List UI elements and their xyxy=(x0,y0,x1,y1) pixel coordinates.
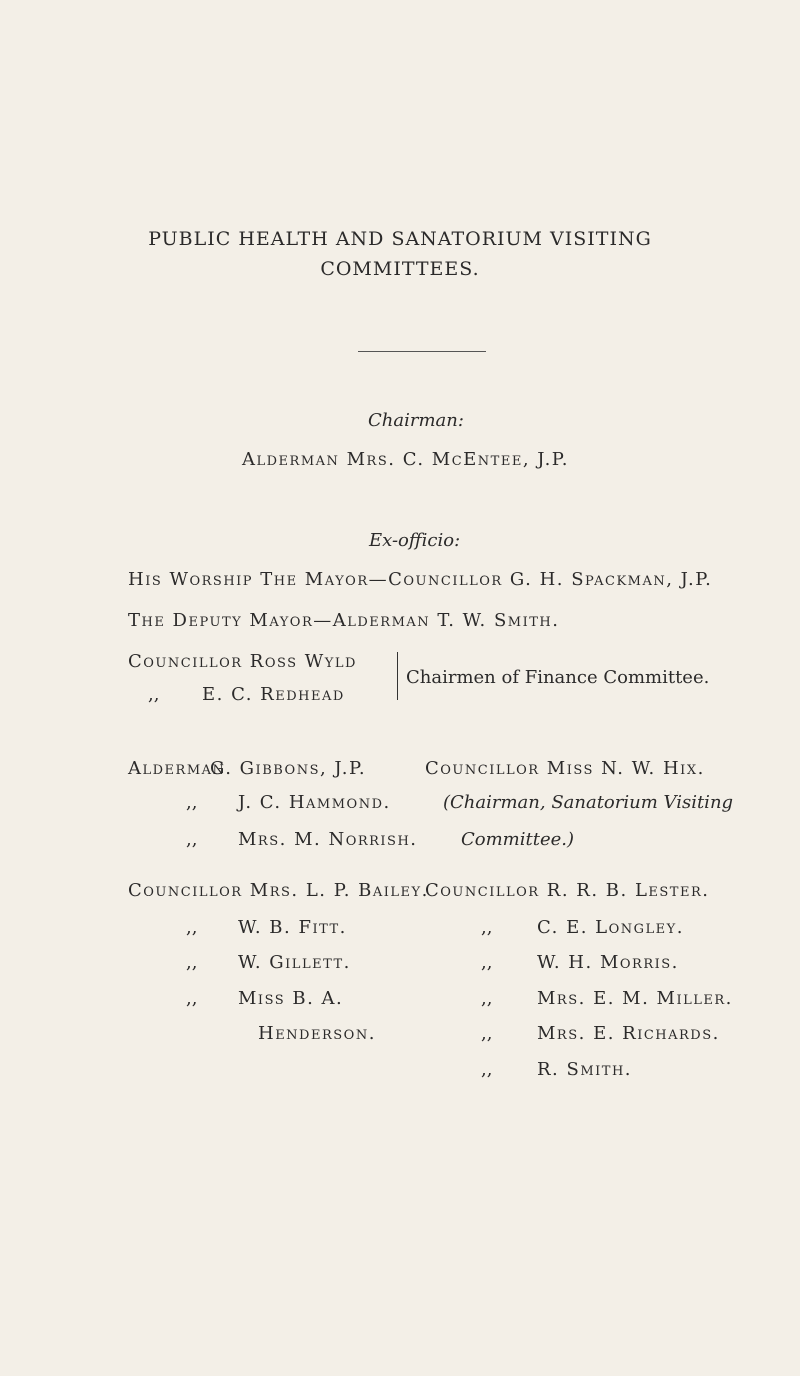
alderman-title: Alderman xyxy=(128,758,226,779)
finance-chair-1: Councillor Ross Wyld xyxy=(128,651,357,672)
councillor-richards: Mrs. E. Richards. xyxy=(537,1023,720,1044)
ditto-mark: ,, xyxy=(186,917,198,938)
ditto-mark: ,, xyxy=(481,1059,493,1080)
alderman-norrish: Mrs. M. Norrish. xyxy=(238,829,418,850)
councillor-bailey: Councillor Mrs. L. P. Bailey. xyxy=(128,880,429,901)
chairman-name: Alderman Mrs. C. McEntee, J.P. xyxy=(242,449,569,470)
hix-note-line-1: (Chairman, Sanatorium Visiting xyxy=(443,792,734,813)
ditto-mark: ,, xyxy=(481,917,493,938)
ditto-mark: ,, xyxy=(481,988,493,1009)
ditto-mark: ,, xyxy=(186,952,198,973)
councillor-morris: W. H. Morris. xyxy=(537,952,679,973)
councillor-henderson-cont: Henderson. xyxy=(258,1023,376,1044)
heading-line-2: COMMITTEES. xyxy=(320,258,480,280)
hix-note-line-2: Committee.) xyxy=(461,829,575,850)
councillor-fitt: W. B. Fitt. xyxy=(238,917,347,938)
councillor-r-smith: R. Smith. xyxy=(537,1059,633,1080)
alderman-hammond: J. C. Hammond. xyxy=(238,792,391,813)
councillor-hix: Councillor Miss N. W. Hix. xyxy=(425,758,705,779)
divider-rule xyxy=(358,351,486,352)
ditto-mark: ,, xyxy=(148,684,160,705)
ex-officio-label: Ex-officio: xyxy=(369,530,461,551)
chairman-label: Chairman: xyxy=(368,410,464,431)
finance-committee-note: Chairmen of Finance Committee. xyxy=(406,667,710,688)
ditto-mark: ,, xyxy=(481,1023,493,1044)
mayor-line: His Worship The Mayor—Councillor G. H. Spackman, J.P. xyxy=(128,569,713,590)
heading-line-1: PUBLIC HEALTH AND SANATORIUM VISITING xyxy=(148,228,652,250)
finance-chair-2: E. C. Redhead xyxy=(202,684,345,705)
councillor-gillett: W. Gillett. xyxy=(238,952,351,973)
alderman-gibbons: G. Gibbons, J.P. xyxy=(210,758,367,779)
ditto-mark: ,, xyxy=(481,952,493,973)
councillor-miller: Mrs. E. M. Miller. xyxy=(537,988,733,1009)
councillor-lester: Councillor R. R. B. Lester. xyxy=(425,880,710,901)
ditto-mark: ,, xyxy=(186,988,198,1009)
deputy-mayor-line: The Deputy Mayor—Alderman T. W. Smith. xyxy=(128,610,560,631)
ditto-mark: ,, xyxy=(186,829,198,850)
ditto-mark: ,, xyxy=(186,792,198,813)
councillor-longley: C. E. Longley. xyxy=(537,917,684,938)
councillor-henderson: Miss B. A. xyxy=(238,988,344,1009)
brace-decoration xyxy=(389,652,398,700)
